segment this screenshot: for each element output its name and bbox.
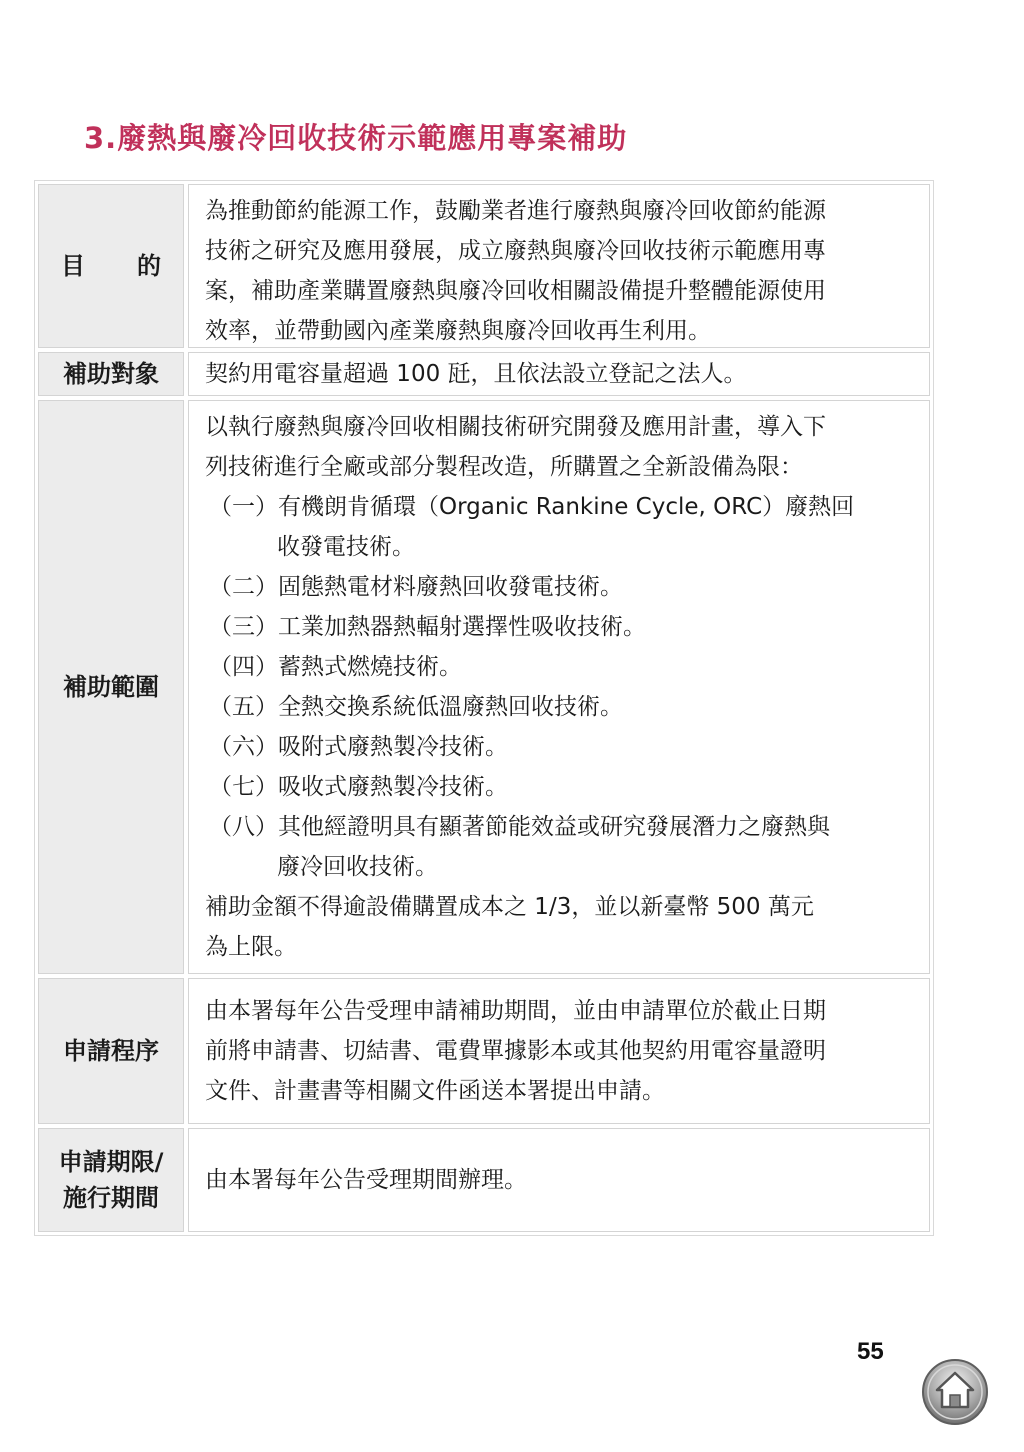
subsidy-amount-line: 補助金額不得逾設備購置成本之 1/3，並以新臺幣 500 萬元 <box>205 894 814 920</box>
scope-item-text: 吸收式廢熱製冷技術。 <box>278 774 508 800</box>
row-label-purpose <box>38 184 184 348</box>
row-label-scope: 補助範圍 <box>38 400 184 974</box>
row-content-target <box>188 352 930 396</box>
scope-item-number: （七） <box>209 774 278 800</box>
scope-list-item <box>205 607 915 647</box>
row-label-purpose-part1: 目 <box>61 252 85 280</box>
scope-item-number: （六） <box>209 734 278 760</box>
subsidy-amount-line: 為上限。 <box>205 934 297 960</box>
scope-item-continuation: 廢冷回收技術。 <box>277 854 438 880</box>
home-button[interactable] <box>921 1358 989 1426</box>
scope-item-number: （四） <box>209 654 278 680</box>
scope-item-text: 固態熱電材料廢熱回收發電技術。 <box>278 574 623 600</box>
scope-intro-line: 列技術進行全廠或部分製程改造，所購置之全新設備為限： <box>205 454 803 480</box>
row-content-period <box>188 1128 930 1232</box>
scope-list-item <box>205 767 915 807</box>
scope-intro-line: 以執行廢熱與廢冷回收相關技術研究開發及應用計畫，導入下 <box>205 414 826 440</box>
purpose-line: 案，補助產業購置廢熱與廢冷回收相關設備提升整體能源使用 <box>205 278 826 304</box>
purpose-line: 技術之研究及應用發展，成立廢熱與廢冷回收技術示範應用專 <box>205 238 826 264</box>
procedure-line: 前將申請書、切結書、電費單據影本或其他契約用電容量證明 <box>205 1038 826 1064</box>
row-label-target: 補助對象 <box>38 352 184 396</box>
scope-item-continuation: 收發電技術。 <box>277 534 415 560</box>
scope-item-number: （一） <box>209 494 278 520</box>
home-icon <box>921 1358 989 1426</box>
row-label-period-line1: 申請期限/ <box>58 1148 164 1176</box>
procedure-line: 文件、計畫書等相關文件函送本署提出申請。 <box>205 1078 665 1104</box>
scope-list-item <box>205 727 915 767</box>
scope-item-number: （八） <box>209 814 278 840</box>
scope-list-item <box>205 487 915 527</box>
purpose-line: 效率，並帶動國內產業廢熱與廢冷回收再生利用。 <box>205 318 711 344</box>
scope-list-item <box>205 647 915 687</box>
scope-item-number: （二） <box>209 574 278 600</box>
table-row-target <box>38 352 930 396</box>
row-content-procedure <box>188 978 930 1124</box>
scope-item-text: 蓄熱式燃燒技術。 <box>278 654 462 680</box>
scope-item-text: 其他經證明具有顯著節能效益或研究發展潛力之廢熱與 <box>278 814 830 840</box>
table-row-procedure <box>38 978 930 1124</box>
table-row-purpose <box>38 184 930 348</box>
scope-list-item <box>205 567 915 607</box>
table-row-scope <box>38 400 930 974</box>
row-label-purpose-part2: 的 <box>137 252 161 280</box>
row-label-period-line2: 施行期間 <box>63 1184 159 1212</box>
row-content-scope <box>188 400 930 974</box>
procedure-line: 由本署每年公告受理申請補助期間，並由申請單位於截止日期 <box>205 998 826 1024</box>
scope-item-text: 吸附式廢熱製冷技術。 <box>278 734 508 760</box>
scope-item-text: 有機朗肯循環（Organic Rankine Cycle, ORC）廢熱回 <box>278 494 855 520</box>
page-number: 55 <box>857 1338 884 1365</box>
row-label-period <box>38 1128 184 1232</box>
scope-item-number: （三） <box>209 614 278 640</box>
scope-list-item <box>205 687 915 727</box>
section-title: 3.廢熱與廢冷回收技術示範應用專案補助 <box>84 121 628 155</box>
table-row-period <box>38 1128 930 1232</box>
subsidy-info-table <box>34 180 934 1236</box>
scope-list-item <box>205 807 915 847</box>
purpose-line: 為推動節約能源工作，鼓勵業者進行廢熱與廢冷回收節約能源 <box>205 198 826 224</box>
scope-item-text: 全熱交換系統低溫廢熱回收技術。 <box>278 694 623 720</box>
scope-item-text: 工業加熱器熱輻射選擇性吸收技術。 <box>278 614 646 640</box>
scope-item-number: （五） <box>209 694 278 720</box>
target-text: 契約用電容量超過 100 瓩，且依法設立登記之法人。 <box>205 361 747 387</box>
row-content-purpose <box>188 184 930 348</box>
period-text: 由本署每年公告受理期間辦理。 <box>205 1167 527 1193</box>
row-label-procedure: 申請程序 <box>38 978 184 1124</box>
